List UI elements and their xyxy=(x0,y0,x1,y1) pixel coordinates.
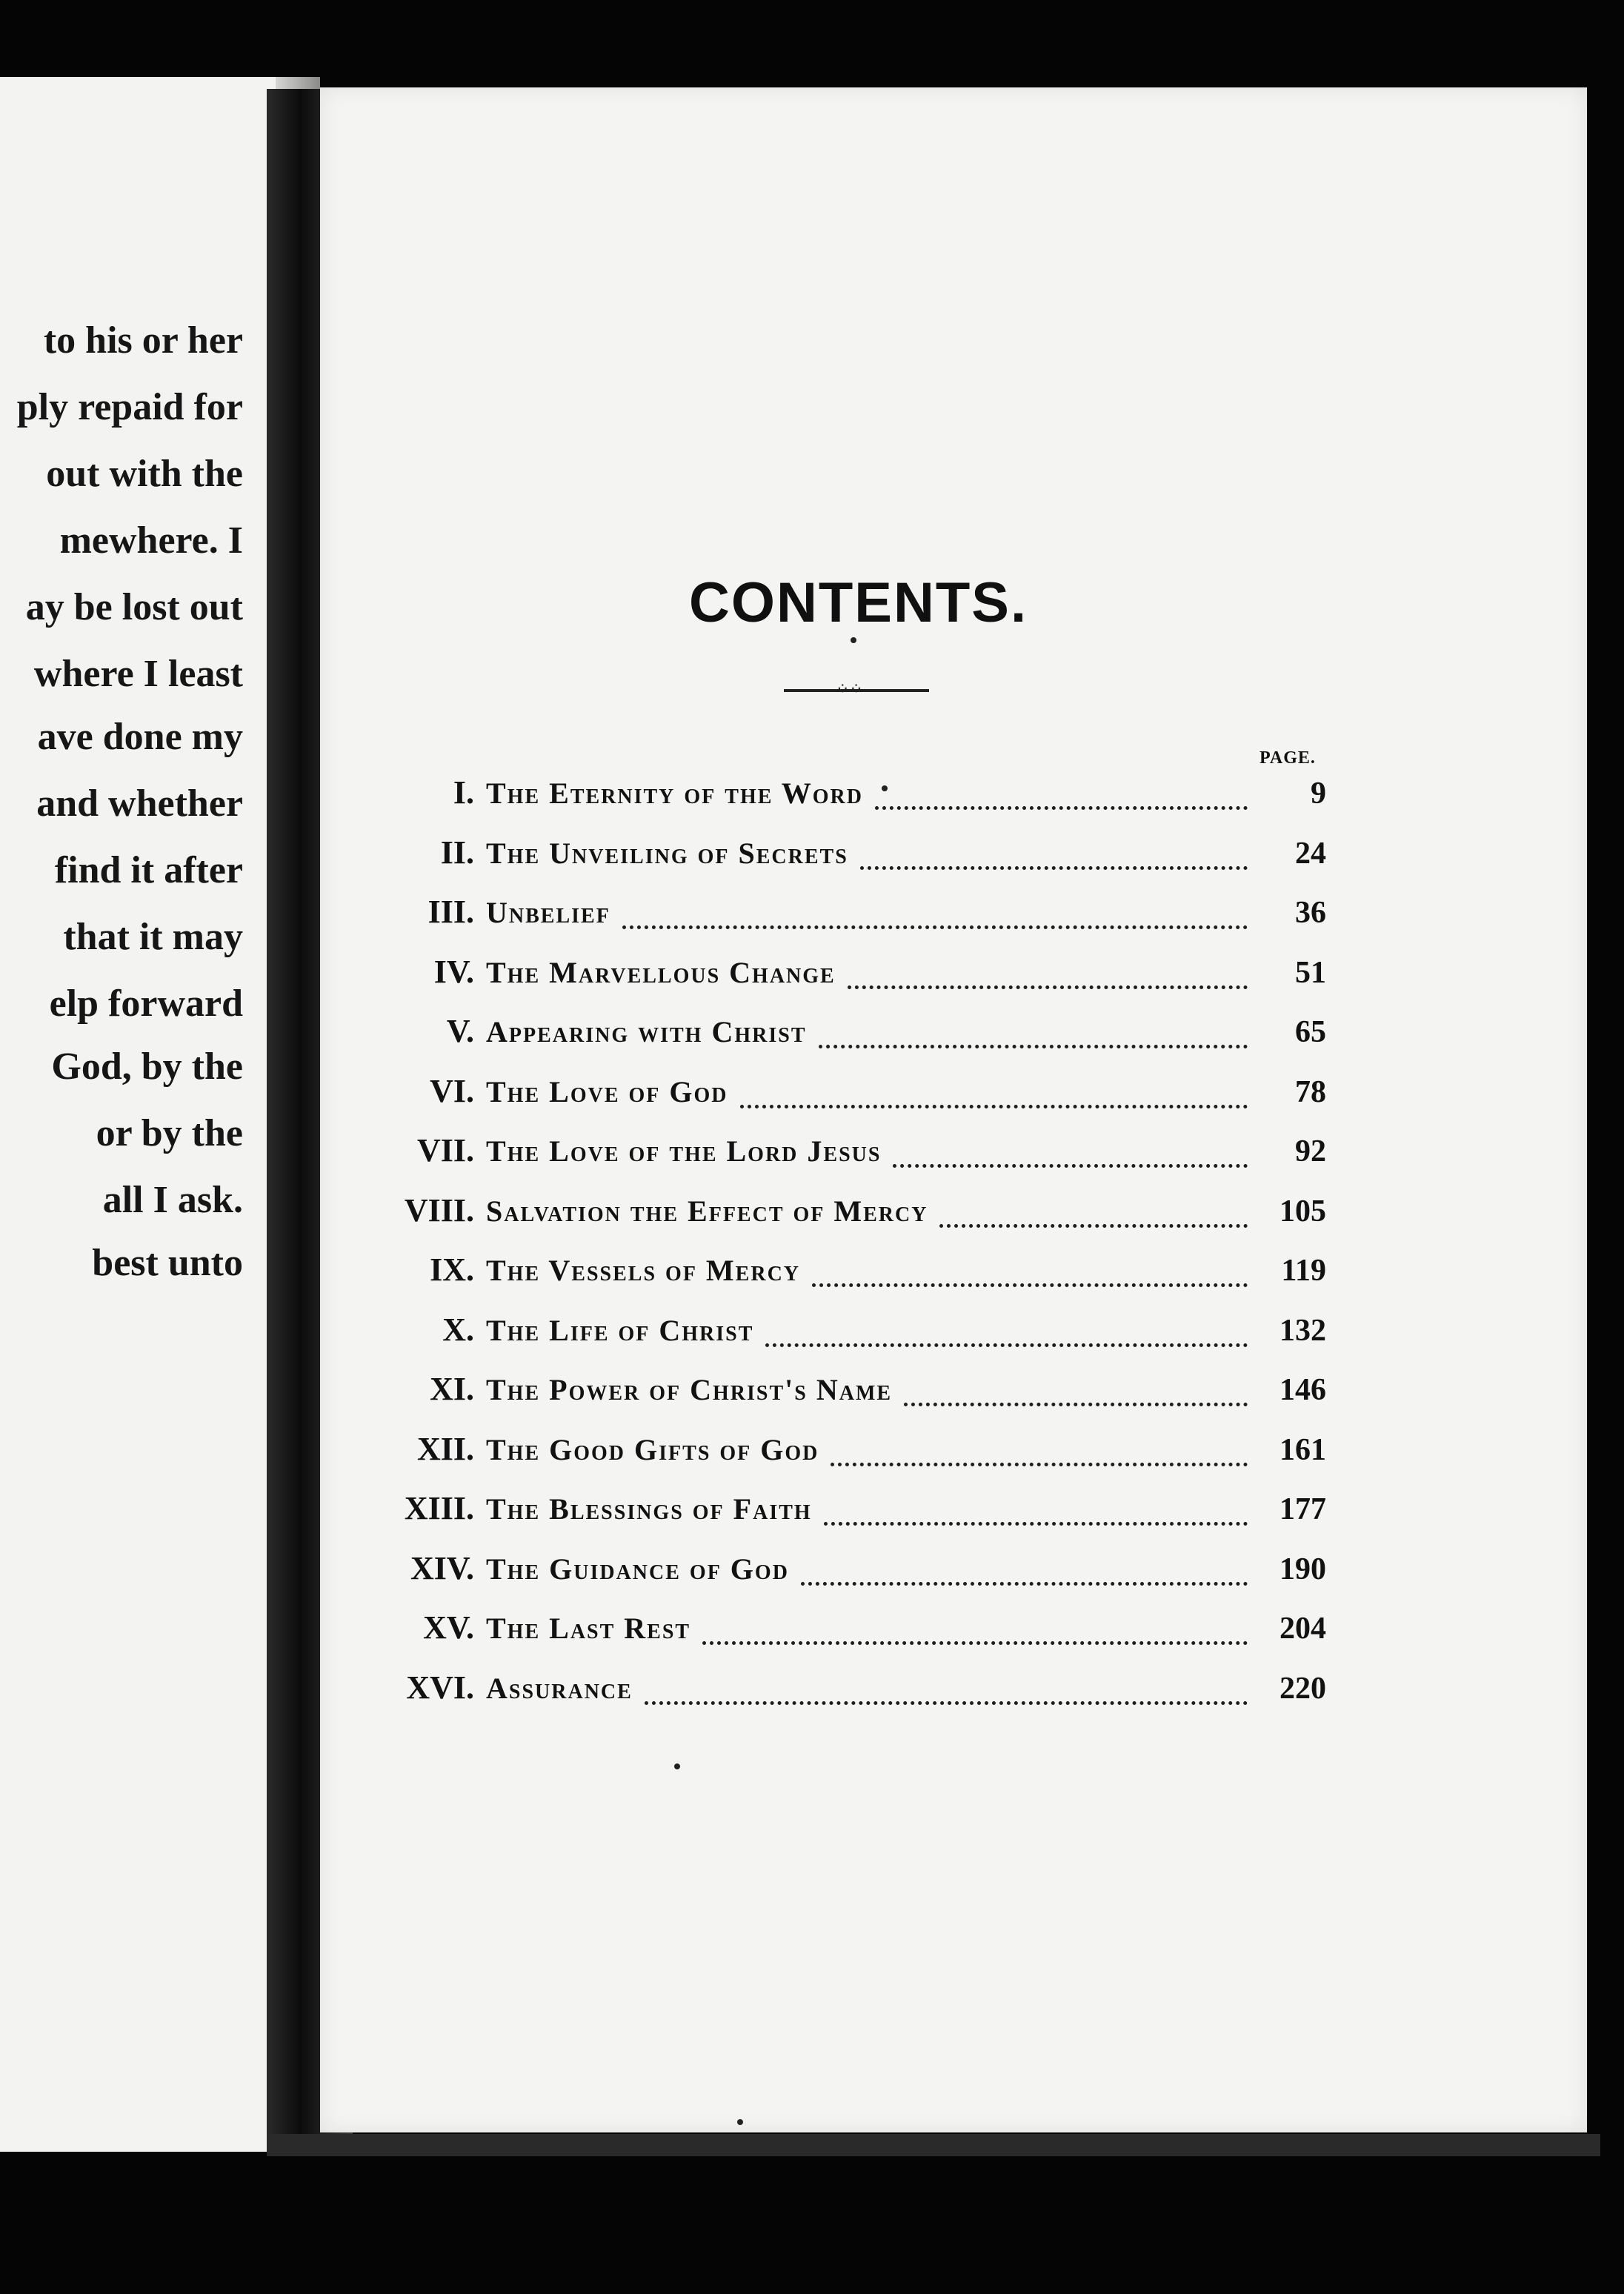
leader-dots xyxy=(702,1641,1248,1645)
left-page-line: find it after xyxy=(54,849,243,891)
left-page-line: God, by the xyxy=(51,1045,243,1088)
chapter-title: The Marvellous Change xyxy=(486,956,836,989)
chapter-page-number: 78 xyxy=(1295,1075,1326,1109)
toc-entry xyxy=(370,1311,1326,1355)
chapter-number: V. xyxy=(446,1013,474,1049)
toc-entry xyxy=(370,1549,1326,1594)
leader-dots xyxy=(904,1403,1248,1406)
chapter-number: XIV. xyxy=(410,1550,474,1586)
page-column-heading: PAGE. xyxy=(1259,748,1316,768)
chapter-page-number: 190 xyxy=(1279,1552,1326,1586)
left-page-line: mewhere. I xyxy=(59,519,243,562)
left-page-line: ay be lost out xyxy=(25,586,243,628)
leader-dots xyxy=(812,1283,1248,1287)
chapter-page-number: 92 xyxy=(1295,1134,1326,1168)
leader-dots xyxy=(875,806,1248,810)
chapter-number: VIII. xyxy=(404,1192,474,1229)
leader-dots xyxy=(622,925,1248,929)
chapter-number: III. xyxy=(427,894,474,930)
left-page-line: out with the xyxy=(46,453,243,495)
toc-entry xyxy=(370,1191,1326,1236)
chapter-number: XII. xyxy=(416,1431,474,1467)
toc-entry xyxy=(370,1072,1326,1117)
chapter-title: Salvation the Effect of Mercy xyxy=(486,1194,928,1228)
left-page-line: where I least xyxy=(33,653,243,695)
left-page-line: all I ask. xyxy=(102,1179,243,1221)
chapter-number: VI. xyxy=(430,1073,474,1109)
left-page-line: best unto xyxy=(92,1242,243,1284)
toc-entry xyxy=(370,1370,1326,1414)
chapter-number: XV. xyxy=(423,1609,474,1646)
chapter-number: XIII. xyxy=(404,1490,474,1526)
chapter-page-number: 161 xyxy=(1279,1433,1326,1467)
toc-entry xyxy=(370,953,1326,997)
toc-entry xyxy=(370,1669,1326,1713)
toc-entry xyxy=(370,1251,1326,1295)
chapter-number: IX. xyxy=(430,1251,474,1288)
page-edge xyxy=(267,2134,1600,2156)
toc-entry xyxy=(370,1131,1326,1176)
chapter-number: XI. xyxy=(430,1371,474,1407)
chapter-number: XVI. xyxy=(406,1669,474,1706)
chapter-number: VII. xyxy=(416,1132,474,1168)
leader-dots xyxy=(824,1522,1248,1526)
chapter-title: The Love of the Lord Jesus xyxy=(486,1134,882,1168)
left-page-line: that it may xyxy=(63,916,243,958)
left-page-line: ave done my xyxy=(37,716,243,758)
chapter-title: The Last Rest xyxy=(486,1612,691,1645)
chapter-number: I. xyxy=(453,774,474,811)
chapter-title: The Power of Christ's Name xyxy=(486,1373,893,1406)
ink-speck xyxy=(737,2119,743,2125)
contents-title: CONTENTS. xyxy=(689,571,1028,634)
chapter-number: IV. xyxy=(433,954,474,990)
chapter-title: Appearing with Christ xyxy=(486,1015,807,1048)
leader-dots xyxy=(831,1463,1248,1466)
left-page-line: ply repaid for xyxy=(16,386,243,428)
toc-entry xyxy=(370,1012,1326,1057)
chapter-title: The Unveiling of Secrets xyxy=(486,837,848,870)
chapter-title: Assurance xyxy=(486,1672,633,1705)
leader-dots xyxy=(765,1343,1248,1347)
chapter-title: Unbelief xyxy=(486,896,610,929)
left-page-line: or by the xyxy=(96,1112,243,1154)
left-page-line: to his or her xyxy=(43,319,243,362)
toc-entry xyxy=(370,1430,1326,1475)
leader-dots xyxy=(893,1164,1248,1168)
leader-dots xyxy=(939,1224,1248,1228)
ink-speck xyxy=(674,1763,680,1769)
rule-ornament: ⁘⁘ xyxy=(836,680,863,699)
toc-entry xyxy=(370,834,1326,878)
chapter-title: The Guidance of God xyxy=(486,1552,789,1586)
left-page-line: and whether xyxy=(36,782,243,825)
chapter-page-number: 146 xyxy=(1279,1373,1326,1407)
chapter-title: The Eternity of the Word xyxy=(486,777,863,810)
chapter-page-number: 51 xyxy=(1295,956,1326,990)
chapter-title: The Blessings of Faith xyxy=(486,1492,812,1526)
toc-entry xyxy=(370,1609,1326,1653)
chapter-page-number: 220 xyxy=(1279,1672,1326,1706)
chapter-page-number: 119 xyxy=(1281,1254,1326,1288)
leader-dots xyxy=(848,985,1248,989)
chapter-page-number: 24 xyxy=(1295,837,1326,871)
leader-dots xyxy=(819,1045,1248,1048)
leader-dots xyxy=(801,1582,1248,1586)
chapter-number: II. xyxy=(440,834,474,871)
chapter-page-number: 105 xyxy=(1279,1194,1326,1229)
ink-speck xyxy=(882,785,888,791)
leader-dots xyxy=(860,866,1248,870)
toc-entry xyxy=(370,1489,1326,1534)
chapter-page-number: 9 xyxy=(1311,777,1326,811)
chapter-page-number: 65 xyxy=(1295,1015,1326,1049)
chapter-page-number: 36 xyxy=(1295,896,1326,930)
ink-speck xyxy=(851,637,856,643)
leader-dots xyxy=(645,1701,1248,1705)
chapter-title: The Vessels of Mercy xyxy=(486,1254,801,1287)
chapter-page-number: 177 xyxy=(1279,1492,1326,1526)
toc-entry xyxy=(370,893,1326,937)
chapter-title: The Good Gifts of God xyxy=(486,1433,819,1466)
left-page-line: elp forward xyxy=(49,983,243,1025)
chapter-page-number: 204 xyxy=(1279,1612,1326,1646)
leader-dots xyxy=(740,1105,1248,1108)
chapter-number: X. xyxy=(442,1311,474,1348)
chapter-title: The Life of Christ xyxy=(486,1314,754,1347)
chapter-page-number: 132 xyxy=(1279,1314,1326,1348)
toc-entry xyxy=(370,774,1326,818)
chapter-title: The Love of God xyxy=(486,1075,728,1108)
